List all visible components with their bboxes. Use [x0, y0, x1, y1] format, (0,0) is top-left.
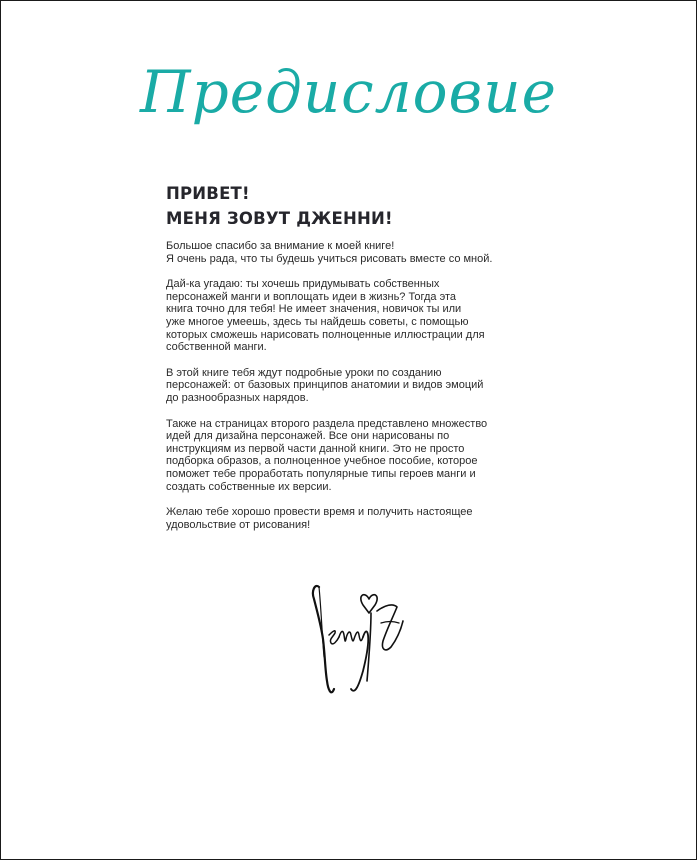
paragraph-4: Также на страницах второго раздела представлено множество идей для дизайна персонажей. Все они нарисованы по инструкциям из первой части данной книги. Это не просто подборка образов, а полноценное учебное пособие, которое поможет тебе проработать популярные типы героев манги и создать собственные их версии.	[166, 417, 488, 493]
greeting-line-2: МЕНЯ ЗОВУТ ДЖЕННИ!	[166, 209, 393, 228]
greeting-line-1: ПРИВЕТ!	[166, 184, 250, 203]
page-title: Предисловие	[140, 58, 557, 126]
paragraph-3: В этой книге тебя ждут подробные уроки по созданию персонажей: от базовых принципов анатомии и видов эмоций до разнообразных нарядов.	[166, 366, 484, 404]
signature-icon	[307, 577, 407, 703]
paragraph-2: Дай-ка угадаю: ты хочешь придумывать собственных персонажей манги и воплощать идеи в жизнь? Тогда эта книга точно для тебя! Не имеет значения, новичок ты или уже многое умеешь, здесь ты найдешь советы, с помощью которых сможешь нарисовать полноценные иллюстрации для собственной манги.	[166, 278, 485, 354]
preface-body	[166, 240, 536, 544]
paragraph-5: Желаю тебе хорошо провести время и получить настоящее удовольствие от рисования!	[166, 506, 473, 531]
paragraph-1: Большое спасибо за внимание к моей книге! Я очень рада, что ты будешь учиться рисовать вместе со мной.	[166, 240, 493, 265]
greeting-heading	[166, 181, 546, 231]
